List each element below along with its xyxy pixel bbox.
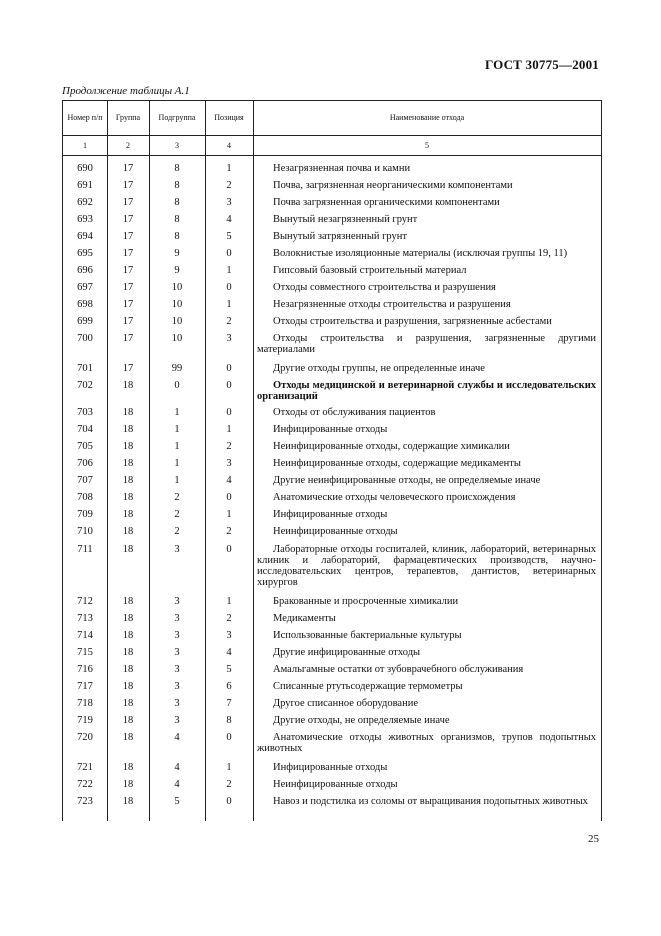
row-subgroup: 2 [174,492,180,503]
column-number: 4 [227,140,231,150]
row-group: 17 [122,282,134,293]
row-number: 694 [77,231,93,242]
row-position: 4 [226,647,232,658]
row-number: 715 [77,647,93,658]
row-waste-name: Другие отходы, не определяемые иначе [273,715,450,726]
row-number: 722 [77,779,93,790]
row-subgroup: 1 [174,407,180,418]
row-waste-name: Другое списанное оборудование [273,698,418,709]
row-subgroup: 4 [174,779,180,790]
row-group: 17 [122,197,134,208]
header-group: Группа [115,113,141,122]
row-position: 1 [226,424,232,435]
row-position: 1 [226,596,232,607]
header-number: Номер п/п [67,113,103,122]
row-waste-name: Незагрязненные отходы строительства и разрушения [273,299,511,310]
row-position: 1 [226,762,232,773]
row-position: 6 [226,681,232,692]
header-waste-name: Наименование отхода [389,113,465,122]
row-position: 0 [226,544,232,555]
row-waste-name: Отходы медицинской и ветеринарной службы и исследовательских организаций [257,380,596,402]
row-waste-name: Анатомические отходы животных организмов, трупов подопытных животных [257,732,596,754]
row-waste-name: Лабораторные отходы госпиталей, клиник, лабораторий, ветеринарных клиник и лабораторий, фармацевтических производств, научно-исследовательских центров, терапевтов, дантистов, ветеринарных хирургов [257,544,596,588]
row-group: 18 [122,509,134,520]
row-group: 18 [122,424,134,435]
row-group: 18 [122,380,134,391]
row-group: 17 [122,316,134,327]
row-number: 691 [77,180,93,191]
row-position: 8 [226,715,232,726]
row-position: 2 [226,316,232,327]
row-number: 718 [77,698,93,709]
row-number: 709 [77,509,93,520]
row-group: 18 [122,698,134,709]
row-group: 18 [122,475,134,486]
row-position: 3 [226,630,232,641]
row-number: 719 [77,715,93,726]
row-position: 0 [226,248,232,259]
row-waste-name: Инфицированные отходы [273,762,388,773]
row-number: 692 [77,197,93,208]
row-subgroup: 3 [174,647,180,658]
row-waste-name: Инфицированные отходы [273,509,388,520]
row-waste-name: Отходы строительства и разрушения, загрязненные асбестами [273,316,552,327]
row-position: 0 [226,282,232,293]
row-subgroup: 2 [174,526,180,537]
column-divider [253,101,254,821]
row-subgroup: 2 [174,509,180,520]
row-group: 17 [122,299,134,310]
row-waste-name: Волокнистые изоляционные материалы (исключая группы 19, 11) [273,248,568,259]
row-position: 0 [226,492,232,503]
row-number: 707 [77,475,93,486]
row-group: 18 [122,596,134,607]
row-group: 17 [122,363,134,374]
row-waste-name: Почва загрязненная органическими компонентами [273,197,500,208]
row-group: 18 [122,762,134,773]
header-position: Позиция [214,113,244,122]
row-number: 720 [77,732,93,743]
column-number: 3 [175,140,179,150]
row-waste-name: Неинфицированные отходы [273,779,398,790]
row-group: 18 [122,458,134,469]
row-number: 702 [77,380,93,391]
row-subgroup: 4 [174,762,180,773]
row-number: 721 [77,762,93,773]
row-number: 699 [77,316,93,327]
row-position: 2 [226,779,232,790]
row-waste-name: Вынутый затрязненный грунт [273,231,407,242]
row-group: 17 [122,265,134,276]
column-number: 1 [83,140,87,150]
row-number: 711 [77,544,93,555]
row-subgroup: 10 [171,333,183,344]
row-subgroup: 10 [171,299,183,310]
row-subgroup: 10 [171,282,183,293]
row-subgroup: 3 [174,544,180,555]
row-position: 3 [226,458,232,469]
row-subgroup: 10 [171,316,183,327]
row-position: 0 [226,363,232,374]
row-position: 4 [226,214,232,225]
header-subgroup: Подгруппа [158,113,196,122]
row-subgroup: 8 [174,197,180,208]
row-waste-name: Отходы совместного строительства и разрушения [273,282,496,293]
row-position: 3 [226,333,232,344]
row-subgroup: 1 [174,441,180,452]
row-number: 704 [77,424,93,435]
row-number: 697 [77,282,93,293]
row-group: 18 [122,492,134,503]
row-position: 7 [226,698,232,709]
row-waste-name: Навоз и подстилка из соломы от выращивания подопытных животных [273,796,588,807]
row-subgroup: 99 [171,363,183,374]
row-position: 3 [226,197,232,208]
row-number: 714 [77,630,93,641]
row-waste-name: Гипсовый базовый строительный материал [273,265,467,276]
standard-header: ГОСТ 30775—2001 [484,57,599,72]
row-number: 713 [77,613,93,624]
row-subgroup: 3 [174,596,180,607]
row-position: 1 [226,265,232,276]
row-group: 18 [122,715,134,726]
row-waste-name: Другие неинфицированные отходы, не определяемые иначе [273,475,541,486]
row-group: 17 [122,248,134,259]
row-position: 0 [226,796,232,807]
row-number: 710 [77,526,93,537]
row-subgroup: 9 [174,248,180,259]
row-waste-name: Отходы от обслуживания пациентов [273,407,436,418]
row-group: 17 [122,214,134,225]
row-subgroup: 8 [174,180,180,191]
row-number: 695 [77,248,93,259]
row-position: 4 [226,475,232,486]
column-number: 2 [126,140,130,150]
row-group: 18 [122,441,134,452]
row-group: 18 [122,779,134,790]
row-group: 18 [122,647,134,658]
row-subgroup: 1 [174,424,180,435]
row-group: 17 [122,180,134,191]
row-waste-name: Незагрязненная почва и камни [273,163,411,174]
header-divider [63,155,601,156]
row-group: 18 [122,526,134,537]
row-number: 712 [77,596,93,607]
row-subgroup: 5 [174,796,180,807]
row-waste-name: Анатомические отходы человеческого происхождения [273,492,516,503]
row-number: 690 [77,163,93,174]
row-waste-name: Списанные ртутьсодержащие термометры [273,681,463,692]
row-subgroup: 3 [174,664,180,675]
table-caption: Продолжение таблицы А.1 [62,85,190,97]
row-group: 18 [122,544,134,555]
row-number: 723 [77,796,93,807]
row-group: 17 [122,163,134,174]
row-subgroup: 3 [174,613,180,624]
row-position: 2 [226,180,232,191]
row-subgroup: 8 [174,163,180,174]
row-number: 705 [77,441,93,452]
row-number: 703 [77,407,93,418]
row-subgroup: 1 [174,475,180,486]
row-waste-name: Неинфицированные отходы [273,526,398,537]
row-subgroup: 4 [174,732,180,743]
row-position: 0 [226,732,232,743]
row-waste-name: Амальгамные остатки от зубоврачебного обслуживания [273,664,524,675]
row-position: 1 [226,163,232,174]
row-waste-name: Вынутый незагрязненный грунт [273,214,418,225]
row-waste-name: Другие отходы группы, не определенные иначе [273,363,485,374]
row-subgroup: 3 [174,715,180,726]
row-waste-name: Неинфицированные отходы, содержащие химикалии [273,441,510,452]
row-subgroup: 9 [174,265,180,276]
row-subgroup: 1 [174,458,180,469]
row-position: 1 [226,299,232,310]
row-waste-name: Почва, загрязненная неорганическими компонентами [273,180,513,191]
row-number: 708 [77,492,93,503]
row-number: 716 [77,664,93,675]
row-subgroup: 3 [174,681,180,692]
row-number: 701 [77,363,93,374]
column-number: 5 [425,140,429,150]
row-group: 17 [122,333,134,344]
row-group: 18 [122,613,134,624]
row-subgroup: 3 [174,698,180,709]
row-waste-name: Другие инфицированные отходы [273,647,421,658]
row-group: 18 [122,732,134,743]
row-subgroup: 8 [174,231,180,242]
row-position: 5 [226,664,232,675]
row-position: 5 [226,231,232,242]
row-number: 706 [77,458,93,469]
row-position: 1 [226,509,232,520]
row-position: 2 [226,441,232,452]
row-subgroup: 8 [174,214,180,225]
row-group: 17 [122,231,134,242]
row-waste-name: Отходы строительства и разрушения, загрязненные другими материалами [257,333,596,355]
row-number: 693 [77,214,93,225]
waste-table [62,100,602,821]
row-position: 2 [226,613,232,624]
row-group: 18 [122,407,134,418]
row-subgroup: 3 [174,630,180,641]
row-waste-name: Медикаменты [273,613,336,624]
row-subgroup: 0 [174,380,180,391]
row-position: 0 [226,380,232,391]
row-waste-name: Инфицированные отходы [273,424,388,435]
row-number: 717 [77,681,93,692]
row-number: 696 [77,265,93,276]
row-position: 2 [226,526,232,537]
row-group: 18 [122,664,134,675]
row-number: 698 [77,299,93,310]
row-waste-name: Бракованные и просроченные химикалии [273,596,459,607]
row-waste-name: Использованные бактериальные культуры [273,630,462,641]
row-group: 18 [122,681,134,692]
row-group: 18 [122,796,134,807]
row-number: 700 [77,333,93,344]
row-waste-name: Неинфицированные отходы, содержащие медикаменты [273,458,521,469]
row-group: 18 [122,630,134,641]
page-number: 25 [588,833,599,845]
row-position: 0 [226,407,232,418]
